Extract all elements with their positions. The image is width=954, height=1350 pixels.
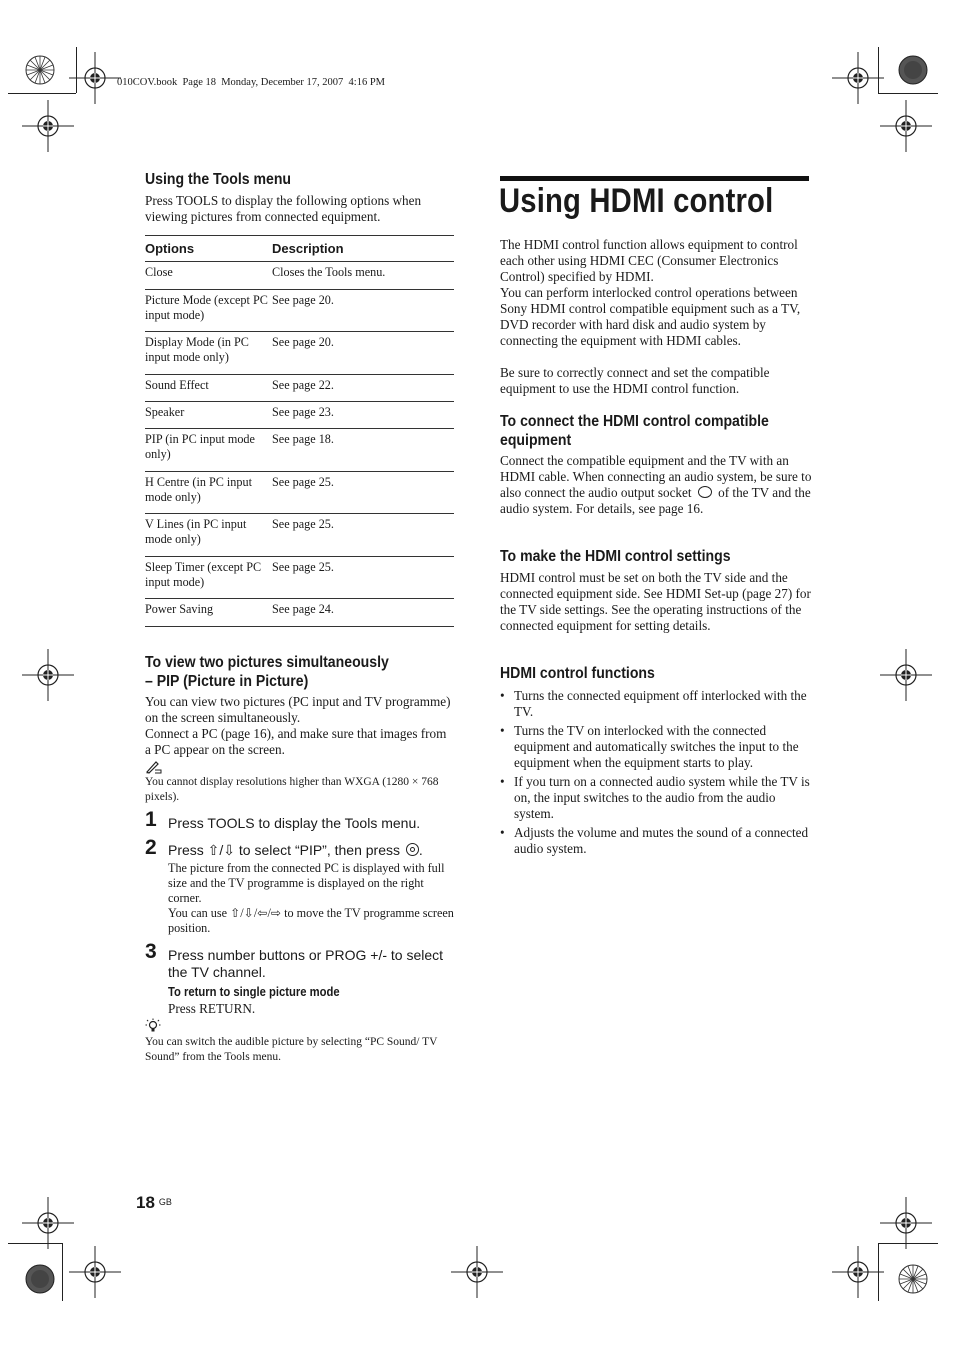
file-info-header: 010COV.book Page 18 Monday, December 17, 2007 4:16 PM: [117, 77, 386, 88]
page-title: Using HDMI control: [499, 182, 774, 220]
table-row: [145, 429, 454, 472]
table-row: [145, 290, 454, 332]
step-3-number: 3: [145, 940, 157, 963]
description-cell: See page 22.: [272, 378, 334, 392]
tip-lightbulb-icon: [145, 1018, 161, 1034]
step-1-text: Press TOOLS to display the Tools menu.: [168, 815, 421, 831]
hdmi-intro-3: Be sure to correctly connect and set the compatible equipment to use the HDMI control function.: [500, 365, 770, 396]
description-cell: See page 25.: [272, 560, 334, 574]
step-2-text-main: Press ⇧/⇩ to select “PIP”, then press: [168, 842, 400, 858]
step-2-detail-2: You can use ⇧/⇩/⇦/⇨ to move the TV programme screen position.: [168, 906, 454, 935]
table-row: [145, 375, 454, 402]
description-cell: See page 18.: [272, 432, 334, 446]
connect-text-main: Connect the compatible equipment and the TV with an HDMI cable. When connecting an audio system, be sure to also connect the audio output socket: [500, 453, 812, 500]
hdmi-intro-2: You can perform interlocked control operations between Sony HDMI control compatible equipment such as a TV, DVD recorder with hard disk and audio system by connecting the equipment with HDMI cables.: [500, 285, 801, 348]
column-header-description: Description: [272, 241, 344, 256]
functions-heading: HDMI control functions: [500, 665, 655, 682]
table-row: [145, 402, 454, 429]
step-3-subtext: Press RETURN.: [168, 1001, 256, 1016]
table-row: [145, 262, 454, 290]
table-header: [145, 236, 454, 262]
option-cell: Sleep Timer (except PC input mode): [145, 560, 262, 589]
pip-heading: To view two pictures simultaneously – PIP (Picture in Picture): [145, 654, 389, 690]
hdmi-intro-1: The HDMI control function allows equipment to control each other using HDMI CEC (Consumer Electronics Control) specified by HDMI.: [500, 237, 798, 284]
connect-heading: To connect the HDMI control compatible equipment: [500, 413, 769, 449]
pip-tip: You can switch the audible picture by selecting “PC Sound/ TV Sound” from the Tools menu.: [145, 1036, 438, 1063]
step-3-text: Press number buttons or PROG +/- to select the TV channel.: [168, 947, 444, 980]
table-row: [145, 332, 454, 375]
description-cell: See page 20.: [272, 293, 334, 307]
list-item: • Adjusts the volume and mutes the sound of a connected audio system.: [500, 825, 812, 857]
option-cell: Close: [145, 265, 173, 279]
option-cell: Sound Effect: [145, 378, 209, 392]
connect-text: [500, 453, 812, 517]
tools-options-table: [145, 235, 454, 627]
table-row: [145, 557, 454, 599]
step-3-subheading: To return to single picture mode: [168, 985, 340, 999]
option-cell: Display Mode (in PC input mode only): [145, 335, 249, 364]
description-cell: Closes the Tools menu.: [272, 265, 386, 279]
region-code: GB: [158, 1197, 172, 1207]
option-cell: Picture Mode (except PC input mode): [145, 293, 268, 322]
note-pencil-icon: [145, 760, 163, 774]
option-cell: V Lines (in PC input mode only): [145, 517, 247, 546]
tools-menu-intro: Press TOOLS to display the following options when viewing pictures from connected equipment.: [145, 193, 422, 224]
connect-text-end: of the TV and the audio system. For details, see page 16.: [500, 485, 811, 516]
settings-text: HDMI control must be set on both the TV side and the connected equipment side. See HDMI Set-up (page 27) for the TV side settings. See the operating instructions of the connected equipment for setting details.: [500, 570, 811, 633]
list-item: • Turns the connected equipment off interlocked with the TV.: [500, 688, 812, 720]
pip-intro-1: You can view two pictures (PC input and TV programme) on the screen simultaneously.: [145, 694, 451, 725]
option-cell: H Centre (in PC input mode only): [145, 475, 252, 504]
description-cell: See page 23.: [272, 405, 334, 419]
functions-list: [500, 688, 812, 860]
page-number: 18 GB: [136, 1193, 172, 1212]
pip-intro-2: Connect a PC (page 16), and make sure that images from a PC appear on the screen.: [145, 726, 447, 757]
audio-output-socket-icon: [698, 486, 712, 498]
step-2-text: [168, 842, 458, 859]
step-2-number: 2: [145, 836, 157, 859]
step-1-number: 1: [145, 808, 157, 831]
description-cell: See page 25.: [272, 517, 334, 531]
option-cell: Speaker: [145, 405, 185, 419]
step-2-text-end: .: [418, 842, 423, 858]
enter-button-icon: [406, 843, 419, 856]
list-item: • If you turn on a connected audio system while the TV is on, the input switches to the audio from the audio system.: [500, 774, 812, 822]
pip-note: You cannot display resolutions higher than WXGA (1280 × 768 pixels).: [145, 776, 439, 803]
table-row: [145, 514, 454, 557]
table-row: [145, 599, 454, 627]
tools-menu-heading: Using the Tools menu: [145, 171, 292, 188]
description-cell: See page 25.: [272, 475, 334, 489]
step-2-detail-1: The picture from the connected PC is displayed with full size and the TV programme is displayed on the right corner.: [168, 861, 445, 905]
title-rule: [500, 176, 809, 181]
settings-heading: To make the HDMI control settings: [500, 548, 731, 565]
table-row: [145, 472, 454, 514]
list-item: • Turns the TV on interlocked with the connected equipment and automatically switches the input to the equipment when the equipment starts to play.: [500, 723, 812, 771]
description-cell: See page 20.: [272, 335, 334, 349]
option-cell: Power Saving: [145, 602, 214, 616]
option-cell: PIP (in PC input mode only): [145, 432, 255, 461]
column-header-options: Options: [145, 241, 195, 256]
description-cell: See page 24.: [272, 602, 334, 616]
